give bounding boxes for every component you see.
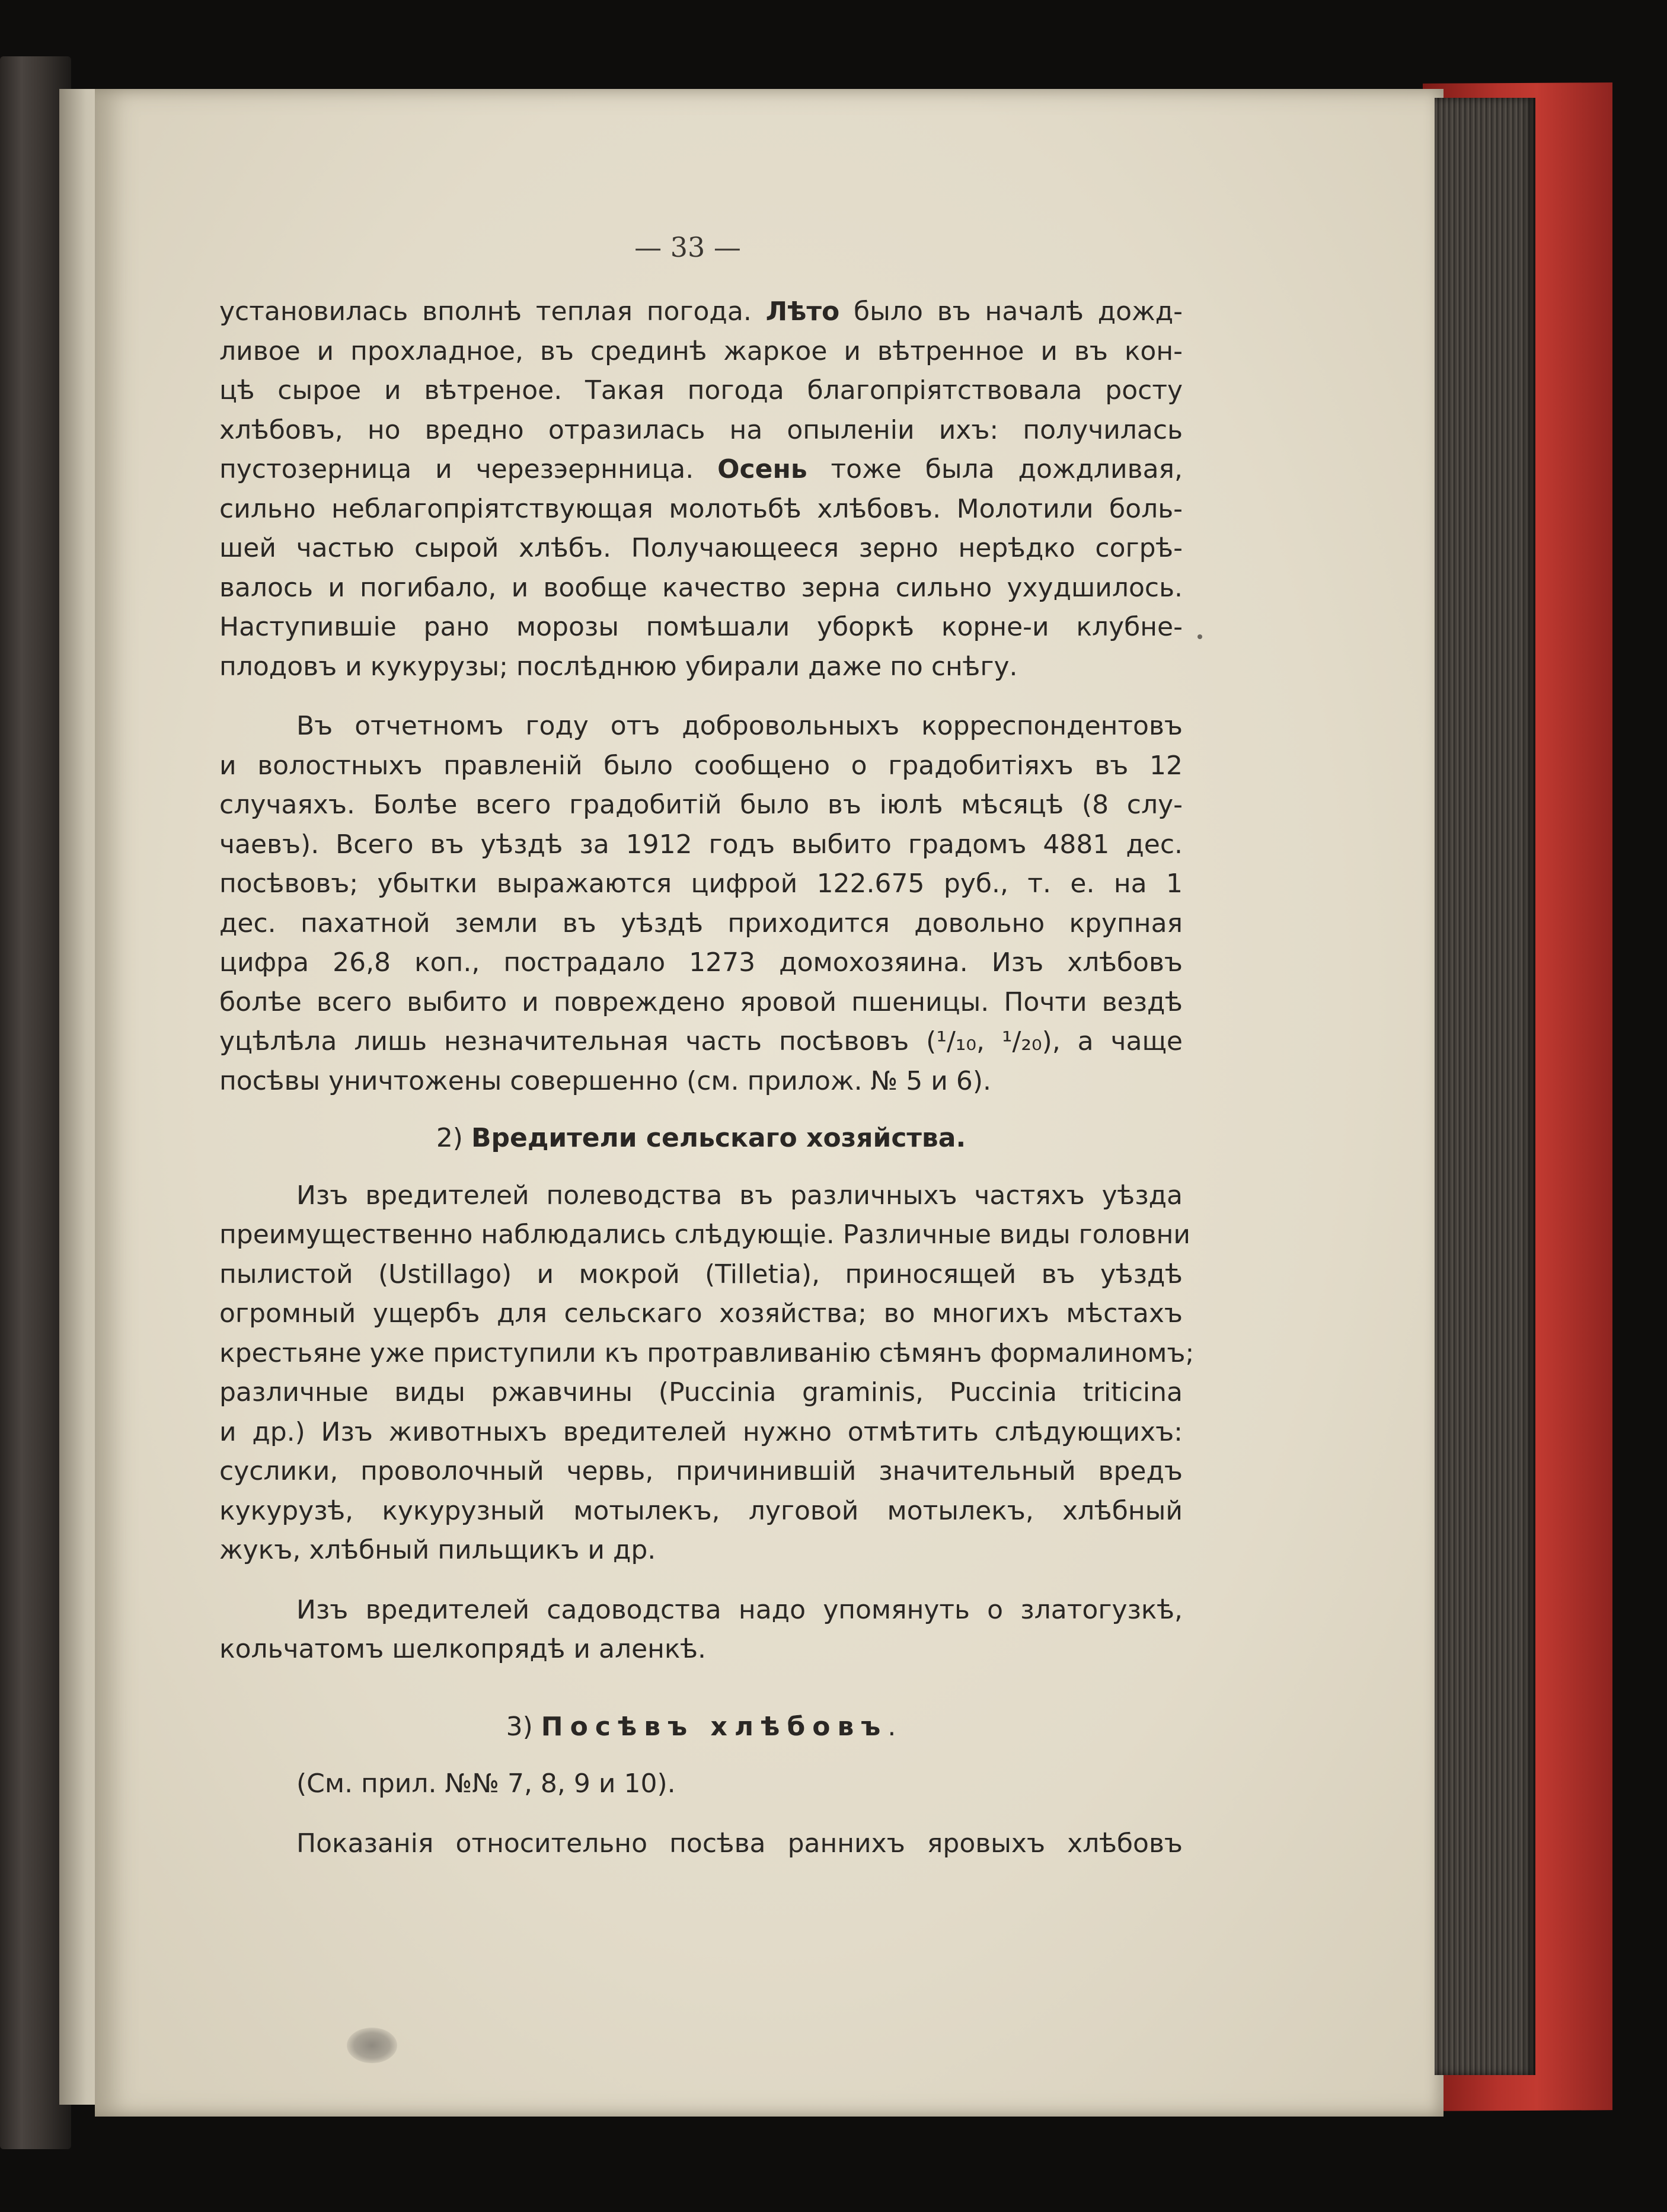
- text-line: [219, 908, 1183, 939]
- section-heading: [219, 1123, 1183, 1153]
- text-line: [219, 573, 1183, 603]
- text-line: [219, 1298, 1183, 1329]
- text-line: [219, 612, 1183, 642]
- text-run: Изъ вредителей полеводства въ различныхъ частяхъ уѣзда: [296, 1180, 1183, 1211]
- text-line: [219, 751, 1183, 781]
- ink-blot: [347, 2028, 397, 2063]
- text-run: цифра 26,8 коп., пострадало 1273 домохозяина. Изъ хлѣбовъ: [219, 947, 1183, 978]
- text-run: посѣвовъ; убытки выражаются цифрой 122.675 руб., т. е. на 1: [219, 869, 1183, 899]
- text-line: [219, 1338, 1195, 1368]
- text-line: [219, 1220, 1190, 1250]
- text-run: дес. пахатной земли въ уѣздѣ приходится довольно крупная: [219, 908, 1183, 939]
- text-run: было въ началѣ дожд-: [839, 296, 1183, 327]
- text-run: валось и погибало, и вообще качество зерна сильно ухудшилось.: [219, 572, 1183, 603]
- text-run: различные виды ржавчины (Puccinia graminis, Puccinia triticina: [219, 1377, 1183, 1407]
- text-run: цѣ сырое и вѣтреное. Такая погода благопріятствовала росту: [219, 375, 1183, 406]
- text-run: шей частью сырой хлѣбъ. Получающееся зерно нерѣдко согрѣ-: [219, 533, 1183, 563]
- text-line: [219, 652, 1183, 682]
- text-run: плодовъ и кукурузы; послѣднюю убирали даже по снѣгу.: [219, 651, 1018, 682]
- text-run: огромный ущербъ для сельскаго хозяйства; во многихъ мѣстахъ: [219, 1298, 1183, 1329]
- text-run: суслики, проволочный червь, причинившій значительный вредъ: [219, 1456, 1183, 1486]
- text-line: [219, 415, 1183, 445]
- text-line: [219, 1634, 1183, 1664]
- text-run: сильно неблагопріятствующая молотьбѣ хлѣбовъ. Молотили боль-: [219, 493, 1183, 524]
- text-line: [219, 1769, 1183, 1799]
- text-run: тоже была дождливая,: [807, 454, 1183, 484]
- text-run: Изъ вредителей садоводства надо упомянуть о златогузкѣ,: [296, 1594, 1183, 1625]
- bold-text: Вредители сельскаго хозяйства.: [471, 1123, 966, 1153]
- text-line: [219, 454, 1183, 484]
- text-run: и волостныхъ правленій было сообщено о градобитіяхъ въ 12: [219, 750, 1183, 781]
- text-run: уцѣлѣла лишь незначительная часть посѣвовъ (¹/₁₀, ¹/₂₀), а чаще: [219, 1026, 1183, 1056]
- text-run: посѣвы уничтожены совершенно (см. прилож. № 5 и 6).: [219, 1065, 991, 1096]
- text-run: Показанія относительно посѣва раннихъ яровыхъ хлѣбовъ: [296, 1828, 1183, 1859]
- text-line: [219, 1066, 1183, 1096]
- text-line: [219, 1377, 1183, 1407]
- text-run: 3): [506, 1711, 541, 1742]
- bold-text: Лѣто: [765, 296, 840, 327]
- text-run: случаяхъ. Болѣе всего градобитій было въ іюлѣ мѣсяцѣ (8 слу-: [219, 790, 1183, 820]
- text-run: преимущественно наблюдались слѣдующіе. Различные виды головни: [219, 1220, 1190, 1250]
- text-run: 2): [436, 1123, 471, 1153]
- text-line: [219, 296, 1183, 327]
- text-line: [219, 1595, 1183, 1625]
- text-line: [219, 375, 1183, 406]
- text-run: и др.) Изъ животныхъ вредителей нужно отмѣтить слѣдующихъ:: [219, 1416, 1183, 1447]
- text-run: (См. прил. №№ 7, 8, 9 и 10).: [296, 1769, 676, 1799]
- bold-text: Посѣвъ хлѣбовъ: [541, 1711, 888, 1742]
- text-run: Наступившіе рано морозы помѣшали уборкѣ корне-и клубне-: [219, 612, 1183, 642]
- text-line: [219, 336, 1183, 366]
- text-line: [219, 1456, 1183, 1486]
- text-run: ливое и прохладное, въ срединѣ жаркое и вѣтренное и въ кон-: [219, 336, 1183, 366]
- text-run: хлѣбовъ, но вредно отразилась на опыленіи ихъ: получилась: [219, 414, 1183, 445]
- text-line: [219, 533, 1183, 563]
- text-line: [219, 869, 1183, 899]
- ink-dot: [1197, 634, 1202, 639]
- text-run: кукурузѣ, кукурузный мотылекъ, луговой мотылекъ, хлѣбный: [219, 1495, 1183, 1526]
- text-run: болѣе всего выбито и повреждено яровой пшеницы. Почти вездѣ: [219, 987, 1183, 1017]
- text-run: .: [887, 1711, 896, 1742]
- page-number: — 33 —: [634, 231, 741, 263]
- text-line: [219, 1417, 1183, 1447]
- text-line: [219, 1496, 1183, 1526]
- text-run: пустозерница и черезэернница.: [219, 454, 718, 484]
- text-line: [219, 987, 1183, 1017]
- bold-text: Осень: [717, 454, 807, 484]
- text-line: [219, 494, 1183, 524]
- text-run: жукъ, хлѣбный пильщикъ и др.: [219, 1535, 656, 1565]
- text-line: [219, 790, 1183, 820]
- text-line: [219, 1180, 1183, 1211]
- text-line: [219, 1828, 1183, 1859]
- text-line: [219, 1535, 1183, 1565]
- text-run: пылистой (Ustillago) и мокрой (Tilletia), приносящей въ уѣздѣ: [219, 1259, 1183, 1289]
- text-line: [219, 947, 1183, 978]
- text-run: установилась вполнѣ теплая погода.: [219, 296, 766, 327]
- text-line: [219, 1026, 1183, 1056]
- text-run: крестьяне уже приступили къ протравливанію сѣмянъ формалиномъ;: [219, 1338, 1195, 1368]
- text-run: чаевъ). Всего въ уѣздѣ за 1912 годъ выбито градомъ 4881 дес.: [219, 829, 1183, 860]
- section-heading: [219, 1712, 1183, 1742]
- text-line: [219, 711, 1183, 741]
- text-line: [219, 829, 1183, 860]
- text-run: Въ отчетномъ году отъ добровольныхъ корреспондентовъ: [296, 711, 1183, 741]
- text-line: [219, 1259, 1183, 1289]
- page-edges: [1435, 98, 1535, 2075]
- text-run: кольчатомъ шелкопрядѣ и аленкѣ.: [219, 1634, 707, 1664]
